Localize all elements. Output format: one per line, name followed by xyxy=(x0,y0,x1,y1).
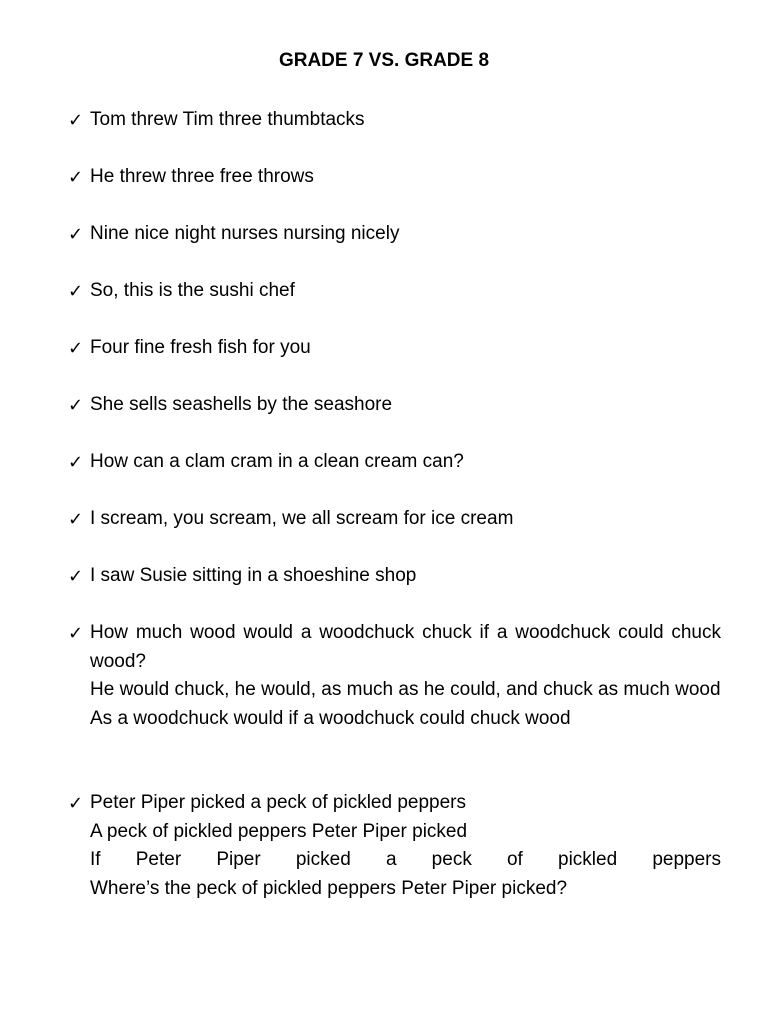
checkmark-icon: ✓ xyxy=(68,281,84,301)
checkmark-icon: ✓ xyxy=(68,509,84,529)
item-line: As a woodchuck would if a woodchuck could chuck wood xyxy=(90,707,571,729)
item-line: Nine nice night nurses nursing nicely xyxy=(90,223,400,244)
item-line: Peter Piper picked a peck of pickled peppers xyxy=(90,792,466,813)
list-item xyxy=(68,562,721,591)
checkmark-icon: ✓ xyxy=(68,110,84,130)
list-item xyxy=(68,619,721,733)
item-line: I scream, you scream, we all scream for ice cream xyxy=(90,508,514,529)
item-line: How much wood would a woodchuck chuck if a woodchuck could chuck wood? xyxy=(90,622,721,672)
item-line: If Peter Piper picked a peck of pickled peppers xyxy=(90,849,721,870)
item-line: He would chuck, he would, as much as he could, and chuck as much wood xyxy=(90,679,721,700)
checkmark-icon: ✓ xyxy=(68,167,84,187)
list-item xyxy=(68,106,721,135)
list-item xyxy=(68,448,721,477)
list-item xyxy=(68,334,721,363)
item-line: Where’s the peck of pickled peppers Peter Piper picked? xyxy=(90,877,568,899)
checkmark-icon: ✓ xyxy=(68,623,84,643)
checkmark-icon: ✓ xyxy=(68,224,84,244)
item-line: How can a clam cram in a clean cream can? xyxy=(90,451,464,472)
item-line: She sells seashells by the seashore xyxy=(90,394,393,415)
checkmark-icon: ✓ xyxy=(68,395,84,415)
list-item xyxy=(68,789,721,903)
item-line: Tom threw Tim three thumbtacks xyxy=(90,109,365,130)
list-item xyxy=(68,163,721,192)
list-item xyxy=(68,220,721,249)
list-item xyxy=(68,505,721,534)
item-line: So, this is the sushi chef xyxy=(90,280,295,301)
page-title: GRADE 7 VS. GRADE 8 xyxy=(278,50,490,71)
checkmark-icon: ✓ xyxy=(68,338,84,358)
item-line: I saw Susie sitting in a shoeshine shop xyxy=(90,565,417,586)
checkmark-icon: ✓ xyxy=(68,793,84,813)
item-line: He threw three free throws xyxy=(90,166,314,187)
list-item xyxy=(68,391,721,420)
item-line: A peck of pickled peppers Peter Piper picked xyxy=(90,820,468,842)
checkmark-icon: ✓ xyxy=(68,566,84,586)
checkmark-icon: ✓ xyxy=(68,452,84,472)
item-line: Four fine fresh fish for you xyxy=(90,337,311,358)
list-item xyxy=(68,277,721,306)
